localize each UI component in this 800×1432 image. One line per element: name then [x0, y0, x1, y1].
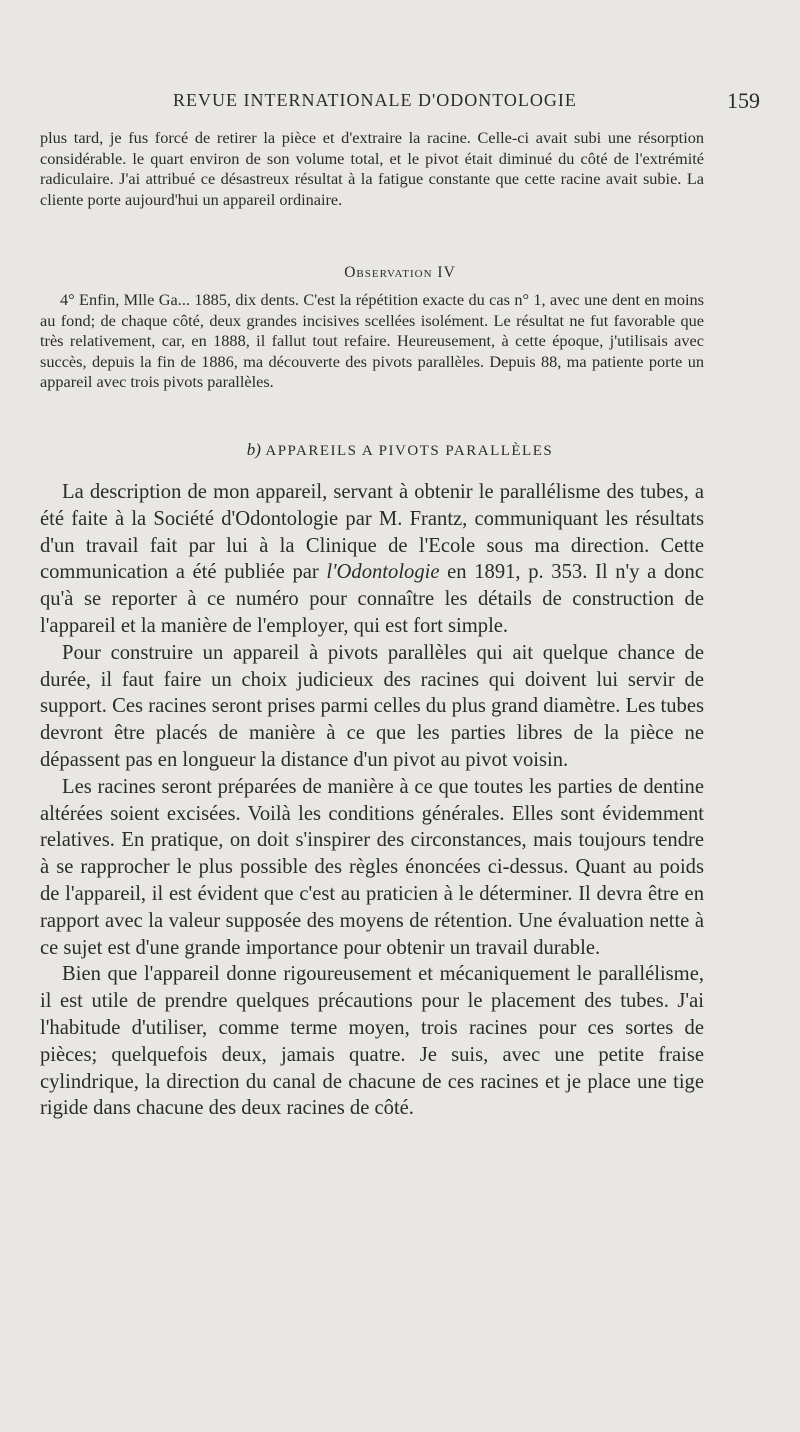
- continued-paragraph-block: [40, 128, 704, 210]
- observation-heading: Observation IV: [344, 264, 456, 281]
- paragraph-text: en 1891, p. 353. Il n'y a donc qu'à se reporter à ce numéro pour connaître les détails de construction de l'appareil et la manière de l'employer, qui est fort simple.: [40, 561, 704, 637]
- page-number: 159: [727, 88, 760, 113]
- paragraph: Pour construire un appareil à pivots parallèles qui ait quelque chance de durée, il faut faire un choix judicieux des racines qui doivent lui servir de support. Ces racines seront prises parmi celles du plus grand diamètre. Les tubes devront être placés de manière à ce que les parties libres de la pièce ne dépassent pas en longueur la distance d'un pivot au pivot voisin.: [40, 641, 704, 771]
- running-title: REVUE INTERNATIONALE D'ODONTOLOGIE: [173, 90, 577, 110]
- main-text: [40, 479, 704, 1122]
- section-letter: b): [246, 440, 261, 459]
- observation-block: [40, 290, 704, 393]
- paragraph: Les racines seront préparées de manière à ce que toutes les parties de dentine altérées soient excisées. Voilà les conditions générales. Elles sont évidemment relatives. En pratique, on doit s'inspirer des circonstances, mais toujours tendre à se rapprocher le plus possible des règles énoncées ci-dessus. Quant au poids de l'appareil, il est évident que c'est au praticien à le déterminer. Il devra être en rapport avec la valeur supposée des moyens de rétention. Une évaluation nette à ce sujet est d'une grande importance pour obtenir un travail durable.: [40, 775, 704, 959]
- paragraph: Bien que l'appareil donne rigoureusement et mécaniquement le parallélisme, il est utile de prendre quelques précautions pour le placement des tubes. J'ai l'habitude d'utiliser, comme terme moyen, trois racines pour ces sortes de pièces; quelquefois deux, jamais quatre. Je suis, avec une petite fraise cylindrique, la direction du canal de chacune de ces racines et je place une tige rigide dans chacune des deux racines de côté.: [40, 963, 704, 1120]
- page-header: [40, 88, 760, 118]
- paragraph-text: La description de mon appareil, servant à obtenir le parallélisme des tubes, a été faite à la Société d'Odontologie par M. Frantz, communiquant les résultats d'un travail fait par lui à la Clinique de l'Ecole sous ma direction. Cette communication a été publiée par: [40, 481, 704, 584]
- paragraph: plus tard, je fus forcé de retirer la pièce et d'extraire la racine. Celle-ci avait subi une résorption considérable. le quart environ de son volume total, et le pivot était diminué du côté de l'extrémité radiculaire. J'ai attribué ce désastreux résultat à la fatigue constante que cette racine avait subie. La cliente porte aujourd'hui un appareil ordinaire.: [40, 128, 704, 209]
- journal-title: l'Odontologie: [326, 561, 440, 584]
- paragraph: [40, 479, 704, 640]
- paragraph: 4° Enfin, Mlle Ga... 1885, dix dents. C'est la répétition exacte du cas n° 1, avec une dent en moins au fond; de chaque côté, deux grandes incisives scellées isolément. Le résultat ne fut favorable que très relativement, car, en 1888, il fallut tout refaire. Heureusement, à cette époque, j'utilisais avec succès, depuis la fin de 1886, ma découverte des pivots parallèles. Depuis 88, ma patiente porte un appareil avec trois pivots parallèles.: [40, 290, 704, 391]
- section-heading: [0, 440, 800, 460]
- section-title: APPAREILS A PIVOTS PARALLÈLES: [265, 443, 554, 459]
